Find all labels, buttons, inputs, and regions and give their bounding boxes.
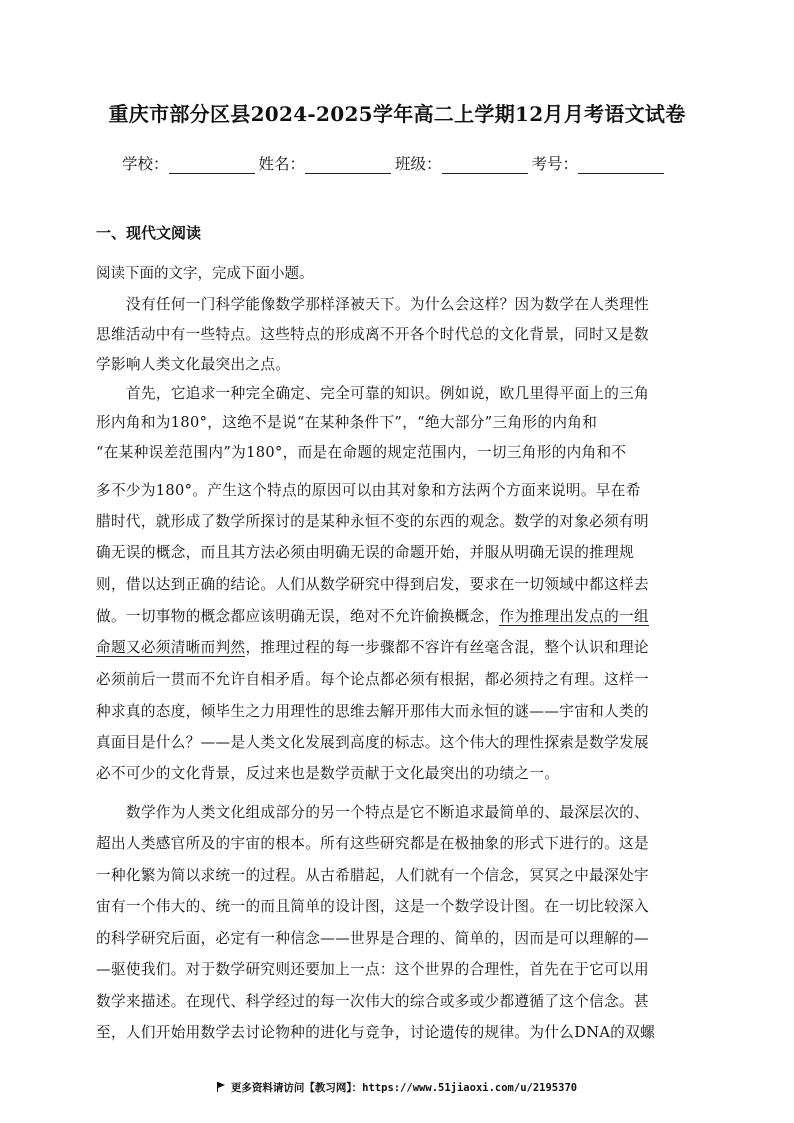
passage-line: 形内角和为180°，这绝不是说“在某种条件下”，“绝大部分”三角形的内角和 bbox=[96, 414, 598, 431]
passage-line: 至，人们开始用数学去讨论物种的进化与竞争，讨论遗传的规律。为什么DNA的双螺 bbox=[96, 1024, 656, 1041]
passage-line: “在某种误差范围内”为180°，而是在命题的规定范围内，一切三角形的内角和不 bbox=[96, 444, 627, 461]
passage-line: 种求真的态度，倾毕生之力用理性的思维去解开那伟大而永恒的谜——宇宙和人类的 bbox=[96, 703, 649, 720]
passage-line: 真面目是什么？——是人类文化发展到高度的标志。这个伟大的理性探索是数学发展 bbox=[96, 734, 649, 751]
name-field bbox=[259, 152, 396, 174]
school-label: 学校： bbox=[122, 155, 169, 173]
passage-line: 一种化繁为简以求统一的过程。从古希腊起，人们就有一个信念，冥冥之中最深处宇 bbox=[96, 867, 649, 884]
name-label: 姓名： bbox=[258, 155, 306, 173]
passage-line-text: 做。一切事物的概念都应该明确无误，绝对不允许偷换概念， bbox=[96, 608, 500, 625]
class-field bbox=[395, 152, 532, 174]
exam-title: 重庆市部分区县2024-2025学年高二上学期12月月考语文试卷 bbox=[108, 102, 686, 126]
school-field bbox=[122, 152, 259, 174]
passage-line: 没有任何一门科学能像数学那样泽被天下。为什么会这样？因为数学在人类理性 bbox=[126, 296, 650, 313]
flag-icon bbox=[217, 1082, 227, 1092]
passage-line-text: ，推理过程的每一步骤都不容许有丝毫含混，整个认识和理论 bbox=[245, 639, 649, 656]
passage-line: 超出人类感官所及的宇宙的根本。所有这些研究都是在极抽象的形式下进行的。这是 bbox=[96, 835, 649, 852]
passage-line: 数学作为人类文化组成部分的另一个特点是它不断追求最简单的、最深层次的、 bbox=[126, 804, 650, 821]
underlined-phrase: 命题又必须清晰而判然 bbox=[96, 639, 246, 656]
passage-line: 首先，它追求一种完全确定、完全可靠的知识。例如说，欧几里得平面上的三角 bbox=[126, 385, 650, 402]
exam-number-blank[interactable] bbox=[578, 155, 664, 174]
passage-line: 宙有一个伟大的、统一的而且简单的设计图，这是一个数学设计图。在一切比较深入 bbox=[96, 898, 649, 915]
passage-line: 数学来描述。在现代、科学经过的每一次伟大的综合或多或少都遵循了这个信念。甚 bbox=[96, 993, 649, 1010]
passage-line: 必不可少的文化背景，反过来也是数学贡献于文化最突出的功绩之一。 bbox=[96, 765, 560, 782]
passage-line: 腊时代，就形成了数学所探讨的是某种永恒不变的东西的观念。数学的对象必须有明 bbox=[96, 513, 649, 530]
passage-line: 必须前后一贯而不允许自相矛盾。每个论点都必须有根据，都必须持之有理。这样一 bbox=[96, 671, 649, 688]
passage-line: 则，借以达到正确的结论。人们从数学研究中得到启发，要求在一切领域中都这样去 bbox=[96, 576, 649, 593]
reading-instruction: 阅读下面的文字，完成下面小题。 bbox=[96, 266, 314, 282]
passage-line: —驱使我们。对于数学研究则还要加上一点：这个世界的合理性，首先在于它可以用 bbox=[96, 961, 649, 978]
footer bbox=[0, 1080, 794, 1095]
class-blank[interactable] bbox=[442, 155, 528, 174]
passage-line: 的科学研究后面，必定有一种信念——世界是合理的、简单的，因而是可以理解的— bbox=[96, 930, 649, 947]
footer-link[interactable]: 更多资料请访问【教习网】：https://www.51jiaoxi.com/u/2195370 bbox=[230, 1082, 578, 1094]
student-info-row bbox=[122, 152, 668, 174]
section-heading: 一、现代文阅读 bbox=[96, 224, 202, 242]
passage-line: 学影响人类文化最突出之点。 bbox=[96, 356, 291, 373]
exam-number-field bbox=[532, 152, 669, 174]
passage-line: 思维活动中有一些特点。这些特点的形成离不开各个时代总的文化背景，同时又是数 bbox=[96, 326, 649, 343]
passage-line bbox=[96, 636, 649, 662]
passage-line bbox=[96, 605, 649, 631]
passage-line: 多不少为180°。产生这个特点的原因可以由其对象和方法两个方面来说明。早在希 bbox=[96, 482, 641, 499]
passage-line: 确无误的概念，而且其方法必须由明确无误的命题开始，并服从明确无误的推理规 bbox=[96, 544, 634, 561]
exam-number-label: 考号： bbox=[531, 155, 579, 173]
name-blank[interactable] bbox=[305, 155, 391, 174]
underlined-phrase: 作为推理出发点的一组 bbox=[499, 608, 649, 625]
class-label: 班级： bbox=[395, 155, 442, 173]
school-blank[interactable] bbox=[169, 155, 255, 174]
